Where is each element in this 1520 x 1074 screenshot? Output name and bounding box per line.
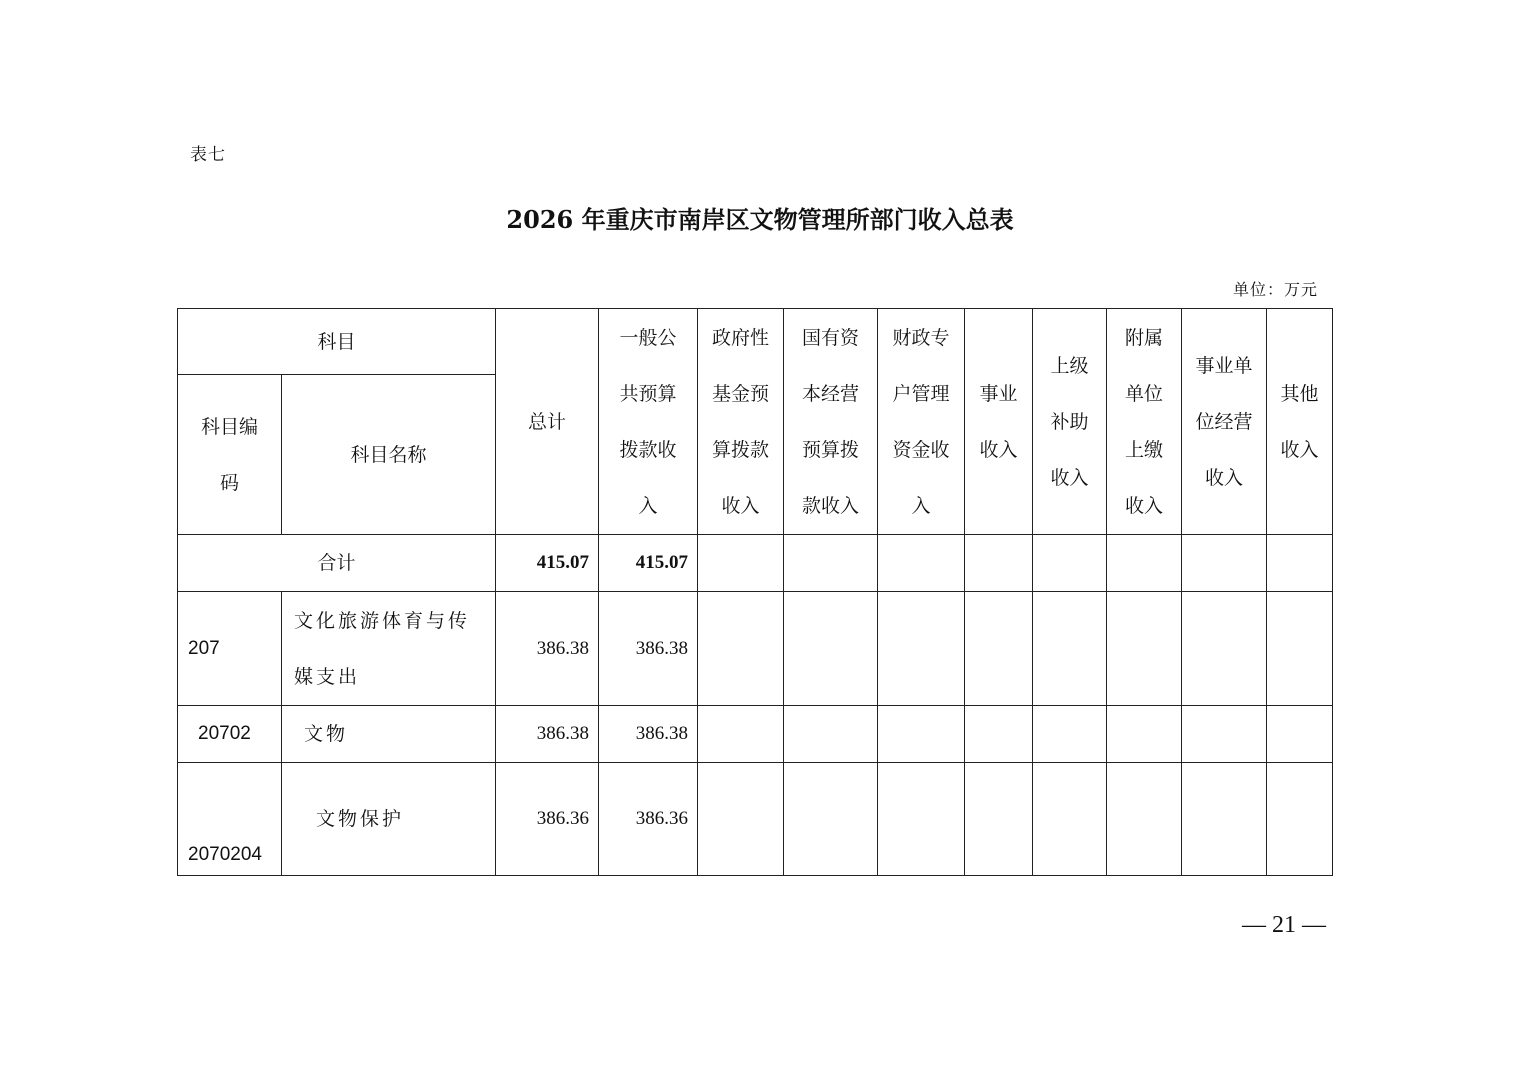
empty-cell	[784, 592, 878, 706]
table-row	[178, 592, 1333, 706]
header-subject-code-label: 科目编码	[200, 415, 258, 494]
empty-cell	[698, 706, 784, 763]
empty-cell	[1267, 592, 1333, 706]
empty-cell	[784, 763, 878, 876]
header-business-label: 事业收入	[979, 382, 1018, 461]
empty-cell	[1182, 592, 1267, 706]
empty-cell	[784, 706, 878, 763]
row-general: 386.38	[599, 706, 698, 763]
header-general-budget	[599, 309, 698, 535]
empty-cell	[698, 763, 784, 876]
empty-cell	[1107, 763, 1182, 876]
table-row	[178, 763, 1333, 876]
empty-cell	[698, 592, 784, 706]
income-summary-table	[177, 308, 1333, 876]
empty-cell	[878, 535, 965, 592]
header-state-capital-label: 国有资本经营预算拨款收入	[801, 326, 859, 517]
header-operating-label: 事业单位经营收入	[1195, 354, 1253, 489]
row-total: 386.36	[496, 763, 599, 876]
row-total: 386.38	[496, 592, 599, 706]
empty-cell	[965, 706, 1033, 763]
table-row	[178, 706, 1333, 763]
empty-cell	[1107, 592, 1182, 706]
header-total: 总计	[496, 309, 599, 535]
header-superior-subsidy-label: 上级补助收入	[1050, 354, 1089, 489]
row-total: 386.38	[496, 706, 599, 763]
empty-cell	[965, 535, 1033, 592]
row-name: 文物保护	[282, 763, 496, 876]
header-operating	[1182, 309, 1267, 535]
row-name-text: 文化旅游体育与传媒支出	[294, 609, 471, 688]
row-code: 207	[178, 592, 282, 706]
empty-cell	[965, 592, 1033, 706]
header-subject-code	[178, 375, 282, 535]
header-special-account-label: 财政专户管理资金收入	[892, 326, 950, 517]
empty-cell	[878, 592, 965, 706]
row-name: 文物	[282, 706, 496, 763]
empty-cell	[1107, 706, 1182, 763]
page-number: — 21 —	[1242, 912, 1326, 938]
header-subject-name: 科目名称	[282, 375, 496, 535]
row-code: 20702	[178, 706, 282, 763]
empty-cell	[878, 763, 965, 876]
header-gov-fund	[698, 309, 784, 535]
empty-cell	[1033, 763, 1107, 876]
empty-cell	[878, 706, 965, 763]
empty-cell	[1182, 763, 1267, 876]
header-special-account	[878, 309, 965, 535]
row-name	[282, 592, 496, 706]
document-title: 2026 年重庆市南岸区文物管理所部门收入总表	[506, 205, 1014, 234]
empty-cell	[1182, 535, 1267, 592]
summary-label: 合计	[178, 535, 496, 592]
header-other	[1267, 309, 1333, 535]
empty-cell	[698, 535, 784, 592]
empty-cell	[1107, 535, 1182, 592]
table-label: 表七	[190, 145, 226, 165]
header-subject: 科目	[178, 309, 496, 375]
row-general: 386.38	[599, 592, 698, 706]
header-affiliated	[1107, 309, 1182, 535]
empty-cell	[1267, 763, 1333, 876]
empty-cell	[1033, 592, 1107, 706]
empty-cell	[1267, 535, 1333, 592]
empty-cell	[1033, 535, 1107, 592]
header-general-budget-label: 一般公共预算拨款收入	[619, 326, 677, 517]
unit-label: 单位：万元	[1233, 280, 1319, 299]
row-code: 2070204	[178, 763, 282, 876]
row-general: 386.36	[599, 763, 698, 876]
header-superior-subsidy	[1033, 309, 1107, 535]
header-state-capital	[784, 309, 878, 535]
empty-cell	[1267, 706, 1333, 763]
empty-cell	[784, 535, 878, 592]
header-business	[965, 309, 1033, 535]
empty-cell	[1182, 706, 1267, 763]
summary-total: 415.07	[496, 535, 599, 592]
header-affiliated-label: 附属单位上缴收入	[1124, 326, 1163, 517]
empty-cell	[1033, 706, 1107, 763]
header-other-label: 其他收入	[1280, 382, 1319, 461]
header-gov-fund-label: 政府性基金预算拨款收入	[711, 326, 769, 517]
summary-general: 415.07	[599, 535, 698, 592]
empty-cell	[965, 763, 1033, 876]
